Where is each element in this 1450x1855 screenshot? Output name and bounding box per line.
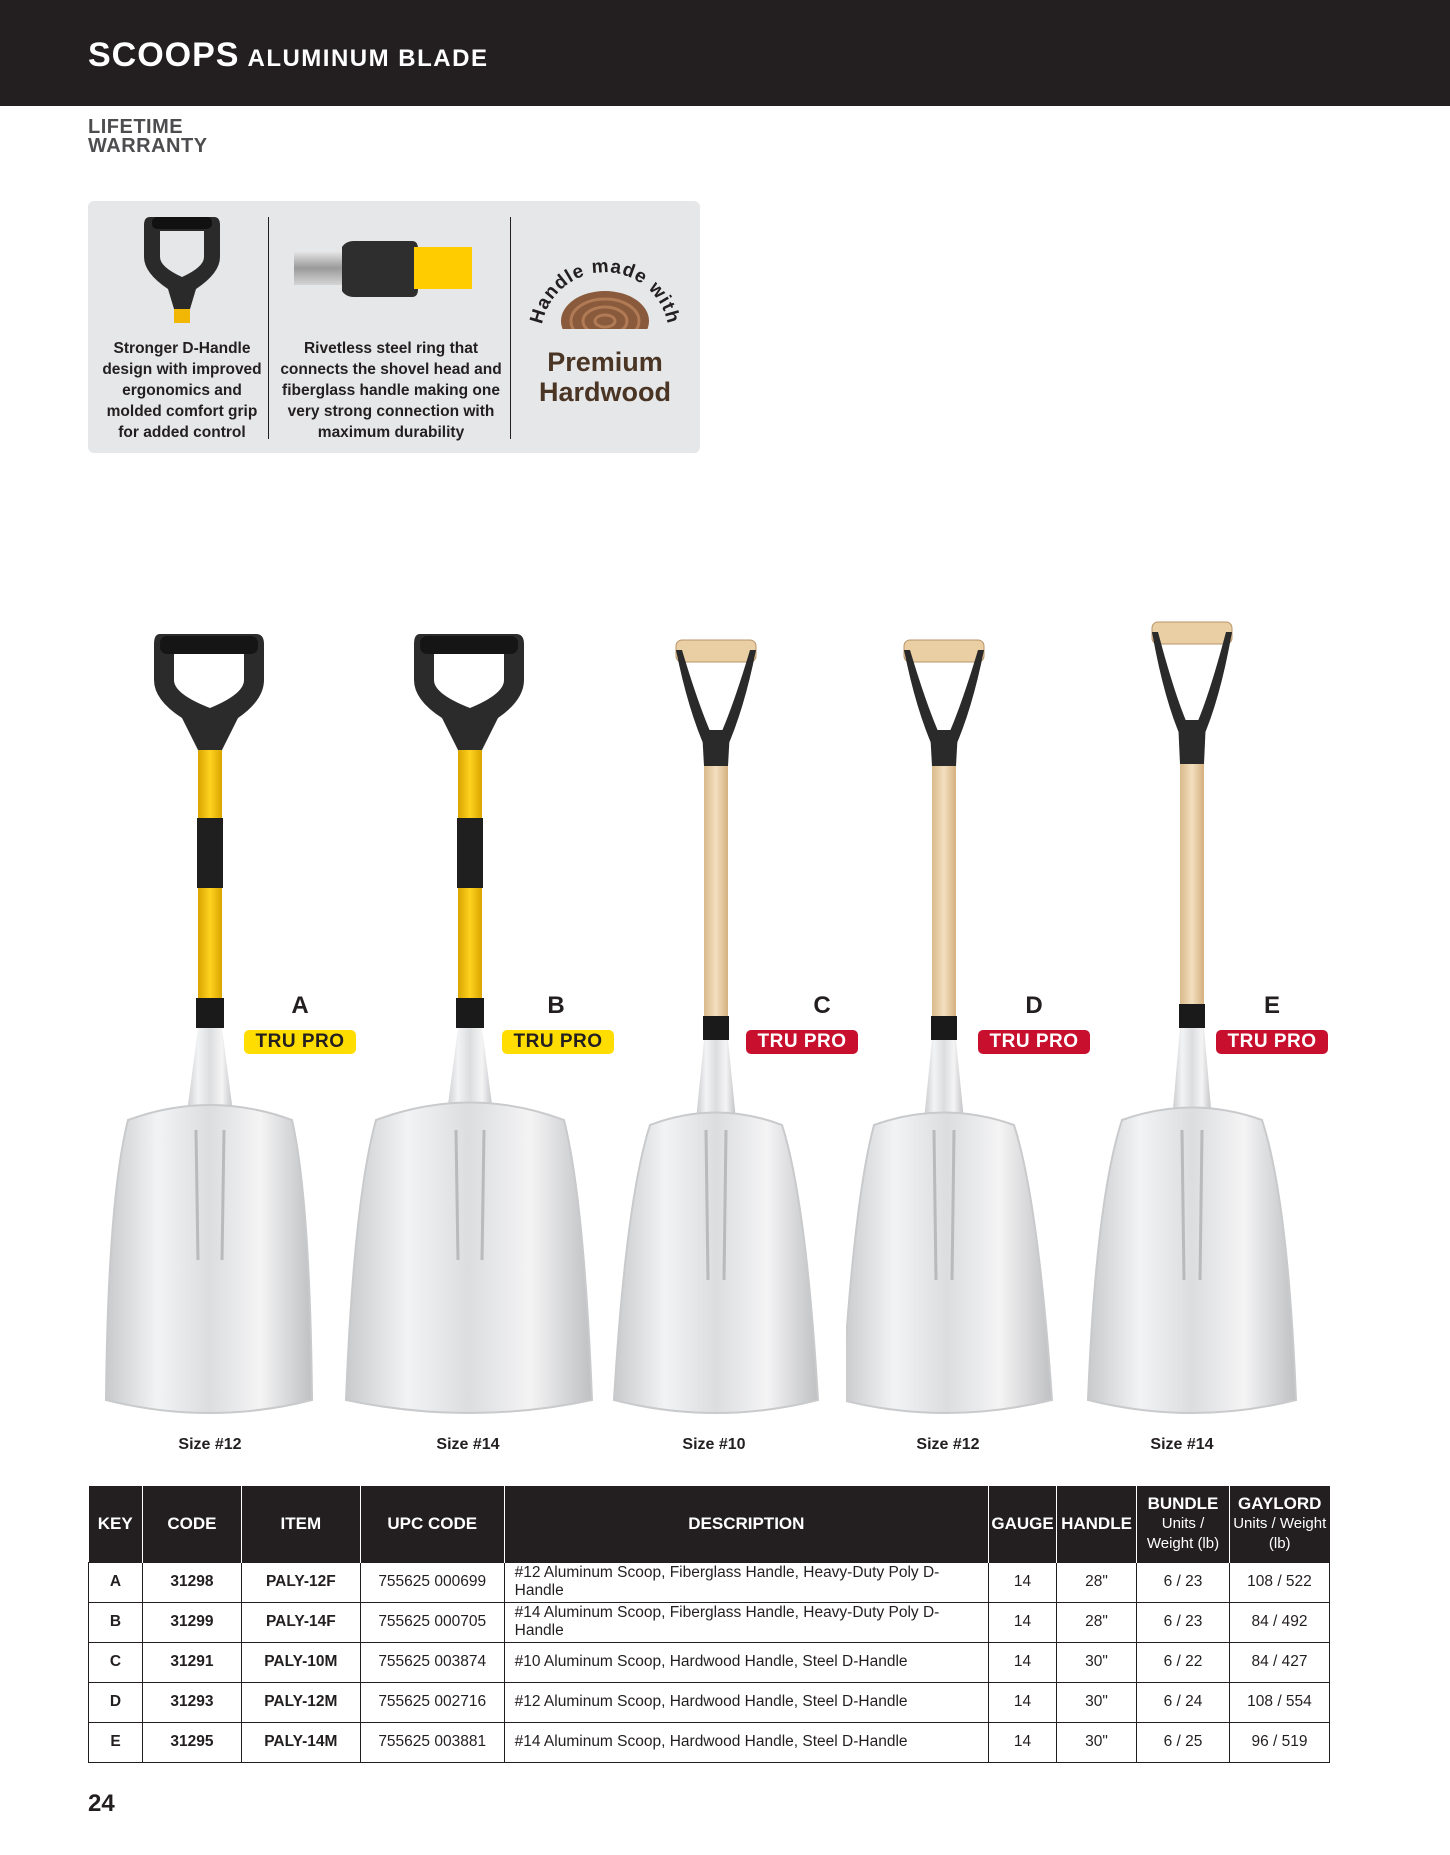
cell-bundle: 6 / 22 [1137, 1642, 1230, 1682]
page-number: 24 [88, 1790, 115, 1817]
brand-badge-a: TRU PRO [244, 1030, 356, 1054]
col-header-item: ITEM [241, 1486, 360, 1562]
col-header-upc: UPC CODE [360, 1486, 504, 1562]
col-header-description: DESCRIPTION [504, 1486, 988, 1562]
brand-badge-b: TRU PRO [502, 1030, 614, 1054]
feature-d-handle-text: Stronger D-Handle design with improved ergonomics and molded comfort grip for added control [102, 340, 262, 441]
hardwood-badge [516, 213, 694, 443]
cell-key: A [89, 1562, 143, 1602]
cell-bundle: 6 / 23 [1137, 1602, 1230, 1642]
cell-gaylord: 108 / 522 [1229, 1562, 1329, 1602]
header-bar [0, 0, 1450, 106]
cell-gaylord: 108 / 554 [1229, 1682, 1329, 1722]
table-row [89, 1682, 1330, 1722]
feature-steel-ring-text: Rivetless steel ring that connects the shovel head and fiberglass handle making one very strong connection with maximum durability [280, 340, 502, 441]
table-header-row [89, 1486, 1330, 1562]
key-letter-d: D [1025, 992, 1043, 1019]
cell-upc: 755625 002716 [360, 1682, 504, 1722]
cell-item: PALY-10M [241, 1642, 360, 1682]
table-row [89, 1642, 1330, 1682]
d-handle-icon [140, 213, 224, 329]
cell-item: PALY-12F [241, 1562, 360, 1602]
cell-item: PALY-14F [241, 1602, 360, 1642]
feature-steel-ring [276, 213, 506, 443]
cell-code: 31299 [142, 1602, 241, 1642]
lifetime-warranty-label [88, 118, 208, 156]
hardwood-arc-text: Handle made with [526, 255, 684, 327]
col-header-handle: HANDLE [1057, 1486, 1137, 1562]
cell-description: #14 Aluminum Scoop, Fiberglass Handle, Heavy-Duty Poly D-Handle [504, 1602, 988, 1642]
cell-bundle: 6 / 24 [1137, 1682, 1230, 1722]
cell-description: #12 Aluminum Scoop, Fiberglass Handle, Heavy-Duty Poly D-Handle [504, 1562, 988, 1602]
wood-log-icon [520, 213, 690, 347]
title-sub: ALUMINUM BLADE [247, 45, 489, 72]
cell-code: 31295 [142, 1722, 241, 1762]
hardwood-line-1: Premium [547, 347, 663, 377]
feature-divider [268, 217, 269, 439]
feature-divider [510, 217, 511, 439]
cell-bundle: 6 / 23 [1137, 1562, 1230, 1602]
warranty-line-1: LIFETIME [88, 116, 184, 138]
cell-gaylord: 96 / 519 [1229, 1722, 1329, 1762]
cell-code: 31291 [142, 1642, 241, 1682]
shovel-e-image [1072, 600, 1332, 1430]
cell-upc: 755625 000699 [360, 1562, 504, 1602]
col-header-key: KEY [89, 1486, 143, 1562]
brand-badge-d: TRU PRO [978, 1030, 1090, 1054]
size-label-d: Size #12 [916, 1436, 980, 1453]
table-row [89, 1562, 1330, 1602]
cell-gauge: 14 [989, 1722, 1057, 1762]
gaylord-title: GAYLORD [1238, 1493, 1322, 1513]
cell-key: B [89, 1602, 143, 1642]
product-a [88, 600, 345, 1435]
cell-key: E [89, 1722, 143, 1762]
col-header-gaylord [1229, 1486, 1329, 1562]
cell-handle: 30" [1057, 1682, 1137, 1722]
bundle-title: BUNDLE [1147, 1493, 1219, 1513]
cell-upc: 755625 003874 [360, 1642, 504, 1682]
size-label-c: Size #10 [682, 1436, 746, 1453]
cell-handle: 28" [1057, 1602, 1137, 1642]
col-header-bundle [1137, 1486, 1230, 1562]
size-label-e: Size #14 [1150, 1436, 1214, 1453]
gaylord-sub: Units / Weight (lb) [1233, 1514, 1327, 1552]
warranty-line-2: WARRANTY [88, 135, 208, 157]
cell-gauge: 14 [989, 1602, 1057, 1642]
hardwood-line-2: Hardwood [539, 377, 671, 407]
product-e [1072, 600, 1332, 1435]
table-row [89, 1722, 1330, 1762]
col-header-gauge: GAUGE [989, 1486, 1057, 1562]
product-b [340, 600, 603, 1435]
product-c [610, 600, 850, 1435]
cell-code: 31293 [142, 1682, 241, 1722]
key-letter-a: A [291, 992, 309, 1019]
cell-gauge: 14 [989, 1642, 1057, 1682]
key-letter-c: C [813, 992, 831, 1019]
feature-d-handle [96, 213, 268, 443]
cell-gauge: 14 [989, 1682, 1057, 1722]
cell-key: C [89, 1642, 143, 1682]
key-letter-e: E [1263, 992, 1280, 1019]
cell-key: D [89, 1682, 143, 1722]
size-label-b: Size #14 [436, 1436, 500, 1453]
cell-gauge: 14 [989, 1562, 1057, 1602]
cell-handle: 30" [1057, 1722, 1137, 1762]
cell-description: #14 Aluminum Scoop, Hardwood Handle, Steel D-Handle [504, 1722, 988, 1762]
product-d [846, 600, 1079, 1435]
brand-badge-e: TRU PRO [1216, 1030, 1328, 1054]
feature-box [88, 201, 700, 453]
cell-upc: 755625 003881 [360, 1722, 504, 1762]
cell-description: #12 Aluminum Scoop, Hardwood Handle, Steel D-Handle [504, 1682, 988, 1722]
col-header-code: CODE [142, 1486, 241, 1562]
cell-upc: 755625 000705 [360, 1602, 504, 1642]
steel-ring-icon [294, 235, 474, 305]
bundle-sub: Units / Weight (lb) [1146, 1514, 1220, 1552]
cell-gaylord: 84 / 492 [1229, 1602, 1329, 1642]
page-title [88, 36, 488, 75]
cell-code: 31298 [142, 1562, 241, 1602]
cell-bundle: 6 / 25 [1137, 1722, 1230, 1762]
cell-item: PALY-14M [241, 1722, 360, 1762]
cell-handle: 28" [1057, 1562, 1137, 1602]
spec-table [88, 1486, 1330, 1763]
title-main: SCOOPS [88, 36, 240, 74]
table-row [89, 1602, 1330, 1642]
cell-gaylord: 84 / 427 [1229, 1642, 1329, 1682]
cell-handle: 30" [1057, 1642, 1137, 1682]
cell-description: #10 Aluminum Scoop, Hardwood Handle, Steel D-Handle [504, 1642, 988, 1682]
size-label-a: Size #12 [178, 1436, 242, 1453]
brand-badge-c: TRU PRO [746, 1030, 858, 1054]
cell-item: PALY-12M [241, 1682, 360, 1722]
key-letter-b: B [547, 992, 565, 1019]
